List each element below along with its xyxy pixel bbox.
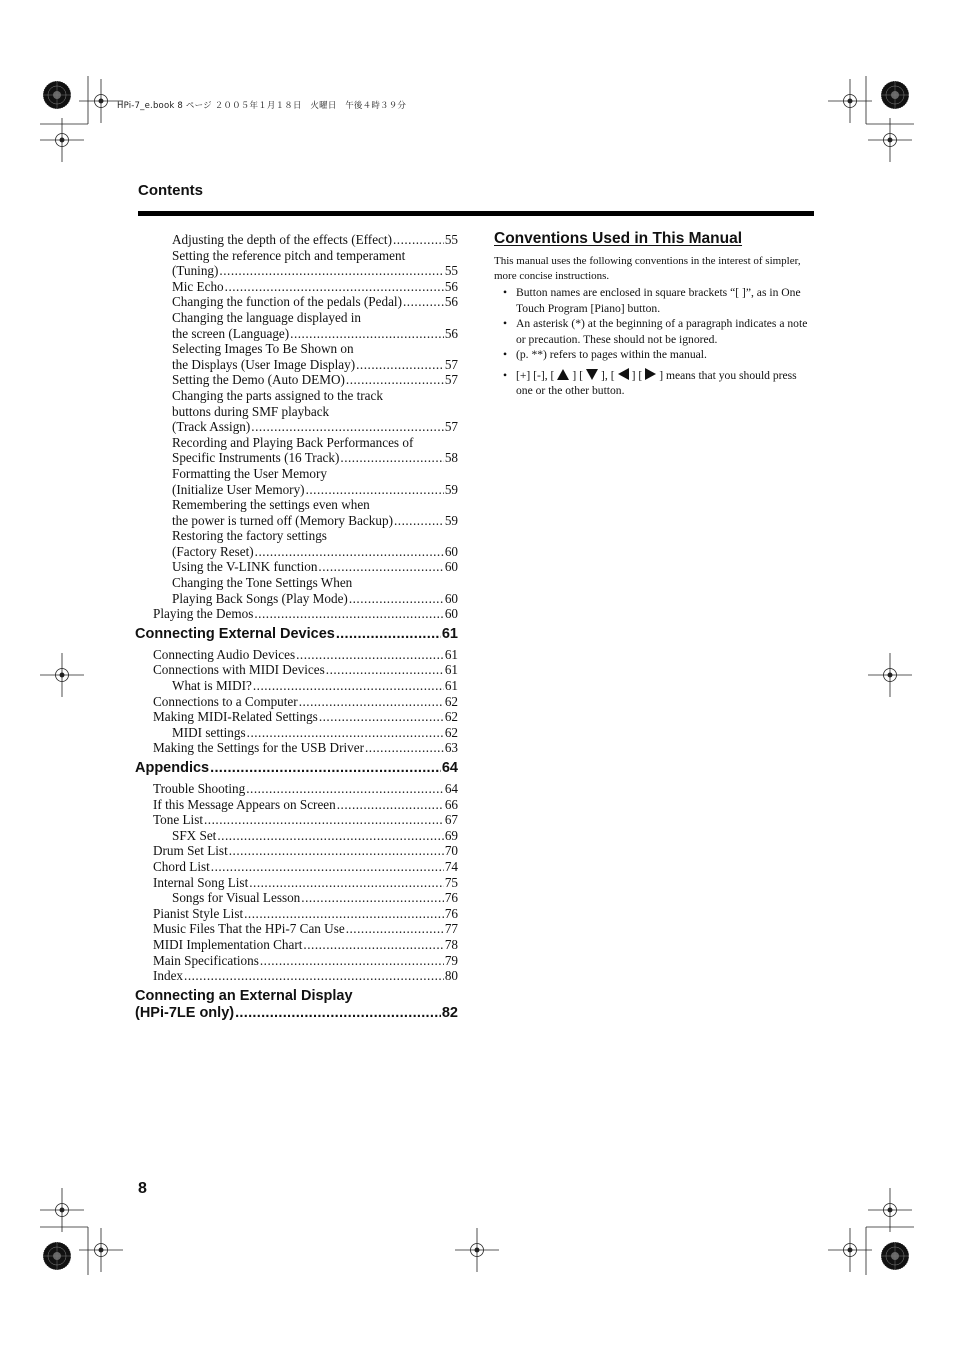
toc-entry — [135, 606, 458, 622]
conventions-section — [494, 230, 816, 399]
toc-title: What is MIDI? — [172, 678, 252, 694]
toc-entry — [135, 875, 458, 891]
convention-text: ] [ — [631, 368, 643, 382]
toc-page: 56 — [444, 294, 458, 310]
toc-title: Changing the function of the pedals (Pedal) — [172, 294, 402, 310]
toc-entry — [135, 279, 458, 295]
dot-leader — [340, 450, 443, 466]
dot-leader — [210, 760, 441, 777]
toc-page: 55 — [444, 263, 458, 279]
toc-section — [135, 626, 458, 643]
toc-page: 60 — [444, 606, 458, 622]
toc-title: Setting the Demo (Auto DEMO) — [172, 372, 345, 388]
bullet: • — [503, 368, 508, 382]
toc-page: 67 — [444, 812, 458, 828]
dot-leader — [336, 626, 441, 643]
dot-leader — [299, 694, 444, 710]
toc-page: 77 — [444, 921, 458, 937]
toc-page: 62 — [444, 709, 458, 725]
dot-leader — [301, 890, 444, 906]
toc-page: 60 — [444, 590, 458, 606]
toc-title: Internal Song List — [153, 874, 249, 890]
up-triangle-icon — [557, 369, 569, 380]
toc-entry-line: Setting the reference pitch and temperament — [172, 247, 406, 263]
toc-title: MIDI settings — [172, 724, 246, 740]
dot-leader — [254, 606, 443, 622]
print-slug: HPi-7_e.book 8 ページ ２００５年１月１８日 火曜日 午後４時３９分 — [117, 101, 407, 111]
toc-page: 78 — [444, 936, 458, 952]
toc-entry — [135, 812, 458, 828]
toc-page: 82 — [441, 1004, 458, 1021]
toc-page: 61 — [444, 646, 458, 662]
toc-page: 62 — [444, 724, 458, 740]
toc-section — [135, 988, 458, 1022]
toc-page: 61 — [444, 678, 458, 694]
conventions-list — [494, 285, 816, 399]
toc-title: Connecting External Devices — [135, 625, 335, 642]
toc-entry — [135, 575, 458, 606]
toc-page: 59 — [444, 512, 458, 528]
dot-leader — [393, 232, 444, 248]
toc-entry — [135, 497, 458, 528]
conventions-intro: This manual uses the following conventions in the interest of simpler, more concise instructions. — [494, 255, 801, 282]
toc-entry-line: Changing the language displayed in — [172, 309, 361, 325]
convention-item — [494, 316, 816, 347]
dot-leader — [217, 828, 443, 844]
running-head: Contents — [138, 182, 203, 199]
bullet: • — [503, 348, 508, 361]
toc-title: Songs for Visual Lesson — [172, 890, 301, 906]
toc-title: Playing Back Songs (Play Mode) — [172, 590, 348, 606]
toc-title: Adjusting the depth of the effects (Effect) — [172, 232, 392, 247]
toc-page: 56 — [444, 325, 458, 341]
toc-entry — [135, 921, 458, 937]
convention-text: ] [ — [572, 368, 584, 382]
convention-text: [+] [-], [ — [516, 368, 555, 382]
toc-page: 64 — [441, 760, 458, 776]
convention-text: (p. **) refers to pages within the manual. — [516, 348, 707, 361]
toc-page: 61 — [444, 662, 458, 678]
bullet: • — [503, 286, 508, 299]
dot-leader — [326, 662, 444, 678]
dot-leader — [349, 591, 444, 607]
dot-leader — [219, 263, 443, 279]
toc-page: 60 — [444, 543, 458, 559]
toc-title: (Initialize User Memory) — [172, 481, 305, 497]
toc-page: 57 — [444, 372, 458, 388]
toc-title: the power is turned off (Memory Backup) — [172, 512, 393, 528]
dot-leader — [251, 419, 444, 435]
toc-title: Index — [153, 968, 184, 984]
toc-page: 79 — [444, 952, 458, 968]
toc-entry — [135, 232, 458, 248]
toc-page: 75 — [444, 874, 458, 890]
toc-entry — [135, 466, 458, 497]
toc-entry — [135, 662, 458, 678]
toc-title: MIDI Implementation Chart — [153, 936, 303, 952]
toc-entry-line: Formatting the User Memory — [172, 465, 327, 481]
toc-entry-line: Changing the Tone Settings When — [172, 575, 353, 591]
toc-entry — [135, 435, 458, 466]
dot-leader — [356, 357, 444, 373]
dot-leader — [303, 937, 443, 953]
toc-entry — [135, 843, 458, 859]
toc-title: the Displays (User Image Display) — [172, 356, 356, 372]
toc-title: (Factory Reset) — [172, 543, 254, 559]
toc-page: 76 — [444, 890, 458, 906]
dot-leader — [229, 843, 444, 859]
toc-entry — [135, 740, 458, 756]
dot-leader — [394, 513, 444, 529]
toc-title: Music Files That the HPi-7 Can Use — [153, 921, 345, 937]
table-of-contents — [135, 232, 458, 1026]
toc-page: 60 — [444, 559, 458, 575]
dot-leader — [296, 647, 444, 663]
toc-entry-line: Recording and Playing Back Performances of — [172, 434, 414, 450]
toc-entry — [135, 859, 458, 875]
dot-leader — [255, 544, 444, 560]
toc-entry-line: Changing the parts assigned to the track — [172, 387, 383, 403]
dot-leader — [365, 740, 444, 756]
toc-title: Using the V-LINK function — [172, 559, 318, 575]
left-triangle-icon — [618, 368, 629, 380]
toc-page: 56 — [444, 278, 458, 294]
toc-title: Drum Set List — [153, 843, 228, 859]
toc-entry — [135, 953, 458, 969]
toc-title: Connections to a Computer — [153, 693, 298, 709]
convention-text: ] means that you should press one or the other button. — [516, 368, 797, 397]
dot-leader — [204, 812, 444, 828]
toc-entry — [135, 725, 458, 741]
toc-page: 59 — [444, 481, 458, 497]
conventions-heading: Conventions Used in This Manual — [494, 230, 743, 247]
toc-entry — [135, 709, 458, 725]
convention-item-buttons — [494, 368, 816, 399]
header-rule — [138, 211, 814, 216]
dot-leader — [184, 968, 444, 984]
toc-entry — [135, 372, 458, 388]
dot-leader — [246, 781, 444, 797]
toc-entry — [135, 294, 458, 310]
dot-leader — [260, 953, 444, 969]
toc-title: Trouble Shooting — [153, 781, 246, 796]
toc-page: 57 — [444, 356, 458, 372]
toc-page: 61 — [441, 625, 458, 642]
toc-section — [135, 760, 458, 777]
toc-title: Tone List — [153, 812, 203, 828]
dot-leader — [235, 1005, 441, 1022]
dot-leader — [225, 279, 444, 295]
toc-entry — [135, 781, 458, 797]
toc-entry — [135, 937, 458, 953]
dot-leader — [306, 482, 444, 498]
toc-title: Connecting Audio Devices — [153, 646, 296, 662]
dot-leader — [249, 875, 444, 891]
toc-page: 62 — [444, 693, 458, 709]
toc-title: (Tuning) — [172, 263, 219, 279]
toc-entry — [135, 678, 458, 694]
dot-leader — [318, 559, 443, 575]
toc-entry — [135, 890, 458, 906]
dot-leader — [346, 921, 444, 937]
dot-leader — [211, 859, 444, 875]
toc-title: (Track Assign) — [172, 419, 251, 435]
toc-entry-line: Connecting an External Display — [135, 987, 353, 1004]
toc-page: 55 — [444, 232, 458, 247]
dot-leader — [346, 372, 444, 388]
toc-title: Main Specifications — [153, 952, 259, 968]
dot-leader — [403, 294, 444, 310]
toc-title: Appendics — [135, 760, 210, 776]
toc-entry — [135, 528, 458, 559]
toc-page: 66 — [444, 796, 458, 812]
dot-leader — [247, 725, 444, 741]
toc-entry — [135, 828, 458, 844]
dot-leader — [337, 797, 444, 813]
toc-title: If this Message Appears on Screen — [153, 796, 336, 812]
toc-title: Making MIDI-Related Settings — [153, 709, 318, 725]
page-number: 8 — [138, 1180, 147, 1197]
toc-entry-line: Selecting Images To Be Shown on — [172, 341, 354, 357]
toc-title: the screen (Language) — [172, 325, 290, 341]
toc-entry-line: Remembering the settings even when — [172, 497, 370, 513]
toc-entry — [135, 968, 458, 984]
down-triangle-icon — [586, 369, 598, 380]
right-triangle-icon — [645, 368, 656, 380]
toc-title: SFX Set — [172, 827, 217, 843]
toc-page: 57 — [444, 419, 458, 435]
toc-page: 64 — [444, 781, 458, 796]
toc-entry — [135, 647, 458, 663]
toc-entry — [135, 248, 458, 279]
toc-entry — [135, 559, 458, 575]
toc-title: Chord List — [153, 858, 210, 874]
toc-title: Playing the Demos — [153, 606, 254, 622]
toc-entry-line: buttons during SMF playback — [172, 403, 330, 419]
toc-entry — [135, 341, 458, 372]
toc-entry — [135, 694, 458, 710]
convention-item — [494, 347, 816, 363]
dot-leader — [319, 709, 444, 725]
toc-entry — [135, 388, 458, 435]
dot-leader — [290, 326, 444, 342]
toc-page: 70 — [444, 843, 458, 859]
toc-entry — [135, 797, 458, 813]
toc-page: 58 — [444, 450, 458, 466]
toc-entry — [135, 310, 458, 341]
toc-page: 80 — [444, 968, 458, 984]
convention-text: An asterisk (*) at the beginning of a paragraph indicates a note or precaution. These should not be ignored. — [516, 317, 808, 346]
bullet: • — [503, 317, 508, 330]
toc-page: 63 — [444, 740, 458, 756]
convention-text: ], [ — [601, 368, 615, 382]
toc-title: Making the Settings for the USB Driver — [153, 740, 364, 756]
toc-entry-line: Restoring the factory settings — [172, 528, 327, 544]
toc-page: 69 — [444, 827, 458, 843]
dot-leader — [253, 678, 444, 694]
convention-item — [494, 285, 816, 316]
toc-title: Connections with MIDI Devices — [153, 662, 325, 678]
toc-title: Mic Echo — [172, 278, 224, 294]
convention-text: Button names are enclosed in square brackets “[ ]”, as in One Touch Program [Piano] button. — [516, 286, 801, 315]
toc-title: Pianist Style List — [153, 905, 244, 921]
toc-title: Specific Instruments (16 Track) — [172, 450, 340, 466]
toc-page: 74 — [444, 858, 458, 874]
toc-title: (HPi-7LE only) — [135, 1004, 235, 1021]
toc-page: 76 — [444, 905, 458, 921]
dot-leader — [244, 906, 444, 922]
toc-entry — [135, 906, 458, 922]
